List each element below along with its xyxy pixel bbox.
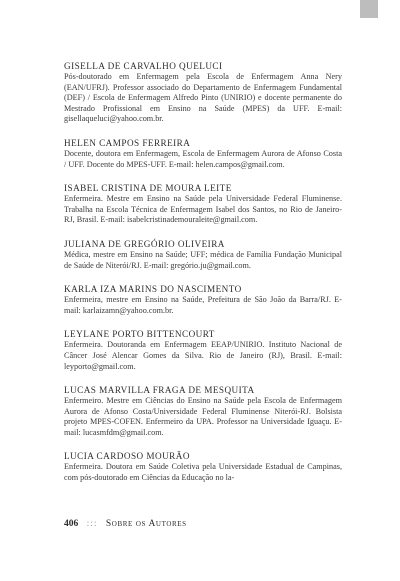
author-entry (64, 60, 342, 125)
author-name: LUCAS MARVILLA FRAGA DE MESQUITA (64, 385, 255, 396)
author-name: JULIANA DE GREGÓRIO OLIVEIRA (64, 238, 225, 249)
author-entry (64, 238, 342, 271)
author-entry (64, 450, 342, 483)
author-bio: Enfermeiro. Mestre em Ciências do Ensino na Saúde pela Escola de Enfermagem Aurora de Afonso Costa/Universidade Federal Fluminense Niterói-RJ. Bolsista projeto MPES-COFEN. Enfermeiro da UPA. Professor na Universidade Iguaçu. E-mail: lucasmfdm@gmail.com. (64, 396, 342, 437)
author-name: LUCIA CARDOSO MOURÃO (64, 451, 190, 462)
author-bio: Enfermeira, mestre em Ensino na Saúde, Prefeitura de São João da Barra/RJ. E-mail: karlaizamn@yahoo.com.br. (64, 295, 342, 315)
author-entry (64, 384, 342, 438)
author-entry (64, 328, 342, 372)
page-number: 406 (64, 519, 79, 529)
author-bio: Docente, doutora em Enfermagem, Escola de Enfermagem Aurora de Afonso Costa / UFF. Docente do MPES-UFF. E-mail: helen.campos@gmail.com. (64, 148, 342, 169)
author-name: LEYLANE PORTO BITTENCOURT (64, 329, 215, 340)
author-entry (64, 283, 342, 316)
section-title: Sobre os Autores (105, 519, 187, 529)
author-bio: Enfermeira. Doutora em Saúde Coletiva pela Universidade Estadual de Campinas, com pós-doutorado em Ciências da Educação no la- (64, 462, 342, 483)
author-entry (64, 182, 342, 226)
author-entry (64, 137, 342, 170)
author-bio: Enfermeira. Mestre em Ensino na Saúde pela Universidade Federal Fluminense. Trabalha na Escola Técnica de Enfermagem Isabel dos Santos, no Rio de Janeiro-RJ, Brasil. E-mail: isabelcristinademouraleite@gmail.com. (64, 194, 342, 225)
author-list (64, 60, 342, 496)
author-bio: Médica, mestre em Ensino na Saúde; UFF; médica de Família Fundação Municipal de Saúde de Niterói/RJ. E-mail: gregório.ju@gmail.com. (64, 249, 342, 270)
author-name: ISABEL CRISTINA DE MOURA LEITE (64, 183, 232, 194)
footer-separator: ::: (86, 519, 98, 529)
page-corner-tab (360, 0, 378, 18)
author-name: GISELLA DE CARVALHO QUELUCI (64, 61, 223, 71)
author-bio: Pós-doutorado em Enfermagem pela Escola de Enfermagem Anna Nery (EAN/UFRJ). Professor associado do Departamento de Enfermagem Fundamental (DEF) / Escola de Enfermagem Alfredo Pinto (UNIRIO) e docente permanente do Mestrado Profissional em Ensino na Saúde (MPES) da UFF. E-mail: gisellaqueluci@yahoo.com.br. (64, 72, 342, 124)
author-name: HELEN CAMPOS FERREIRA (64, 137, 191, 148)
author-name: KARLA IZA MARINS DO NASCIMENTO (64, 284, 242, 295)
page-footer (64, 519, 187, 529)
author-bio: Enfermeira. Doutoranda em Enfermagem EEAP/UNIRIO. Instituto Nacional de Câncer José Alencar Gomes da Silva. Rio de Janeiro (RJ), Brasil. E-mail: leyporto@gmail.com. (64, 340, 342, 371)
